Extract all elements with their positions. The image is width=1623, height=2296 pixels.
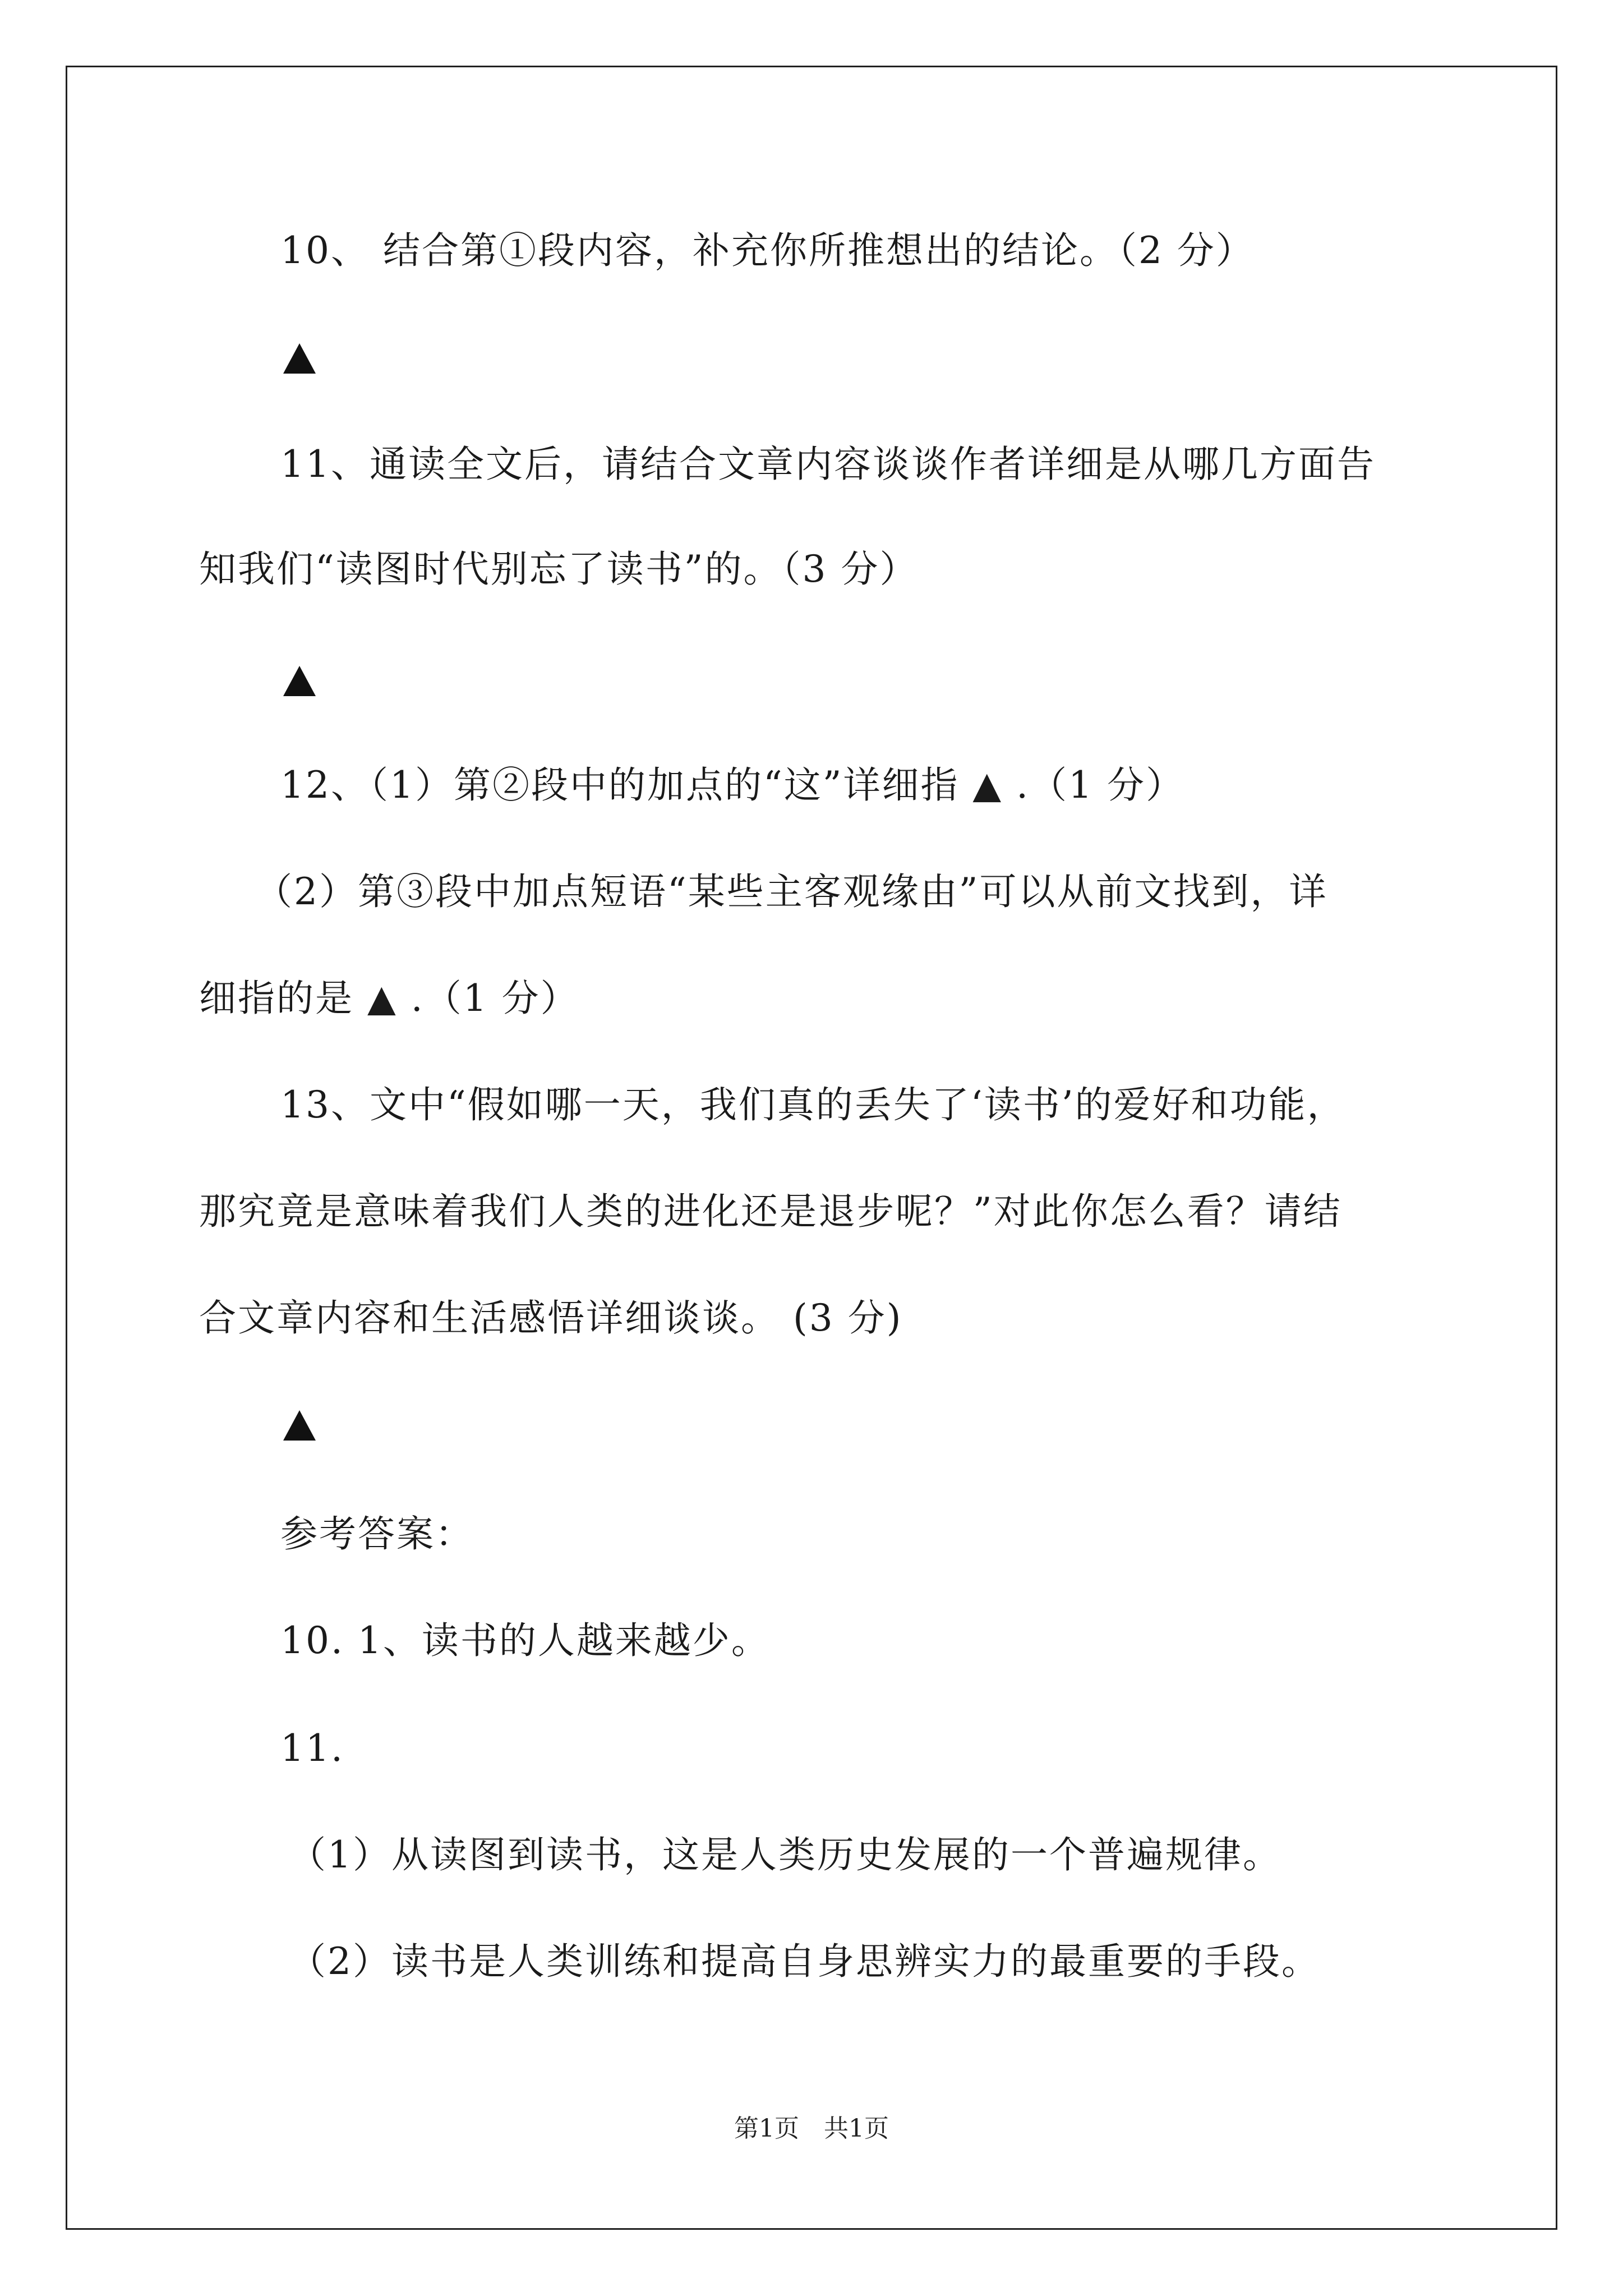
question-12-part-2-line-1: （2）第③段中加点短语“某些主客观缘由”可以从前文找到，详: [255, 870, 1328, 913]
question-11-line-1: 11、通读全文后，请结合文章内容谈谈作者详细是从哪几方面告: [280, 443, 1376, 486]
page-border: [66, 66, 1557, 2230]
question-12-part-2-line-2: 细指的是 ▲ .（1 分）: [199, 977, 579, 1020]
question-13-line-2: 那究竟是意味着我们人类的进化还是退步呢？”对此你怎么看？请结: [199, 1190, 1342, 1233]
question-13-line-1: 13、文中“假如哪一天，我们真的丢失了‘读书’的爱好和功能，: [280, 1083, 1346, 1126]
answer-11-point-1: （1）从读图到读书，这是人类历史发展的一个普遍规律。: [289, 1833, 1281, 1876]
answers-heading: 参考答案：: [280, 1512, 474, 1556]
answer-blank-triangle-icon: [282, 664, 317, 698]
page-number-footer: 第1页 共1页: [734, 2114, 889, 2143]
answer-10: 10. 1、读书的人越来越少。: [280, 1619, 770, 1662]
question-11-line-2: 知我们“读图时代别忘了读书”的。（3 分）: [199, 547, 919, 591]
question-13-line-3: 合文章内容和生活感悟详细谈谈。 (3 分): [199, 1296, 903, 1340]
answer-11-point-2: （2）读书是人类训练和提高自身思辨实力的最重要的手段。: [289, 1940, 1320, 1983]
answer-blank-triangle-icon: [282, 1408, 317, 1443]
answer-blank-triangle-icon: [282, 341, 317, 376]
question-12-part-1: 12、（1）第②段中的加点的“这”详细指 ▲ .（1 分）: [280, 763, 1185, 807]
question-10: 10、 结合第①段内容，补充你所推想出的结论。（2 分）: [280, 229, 1255, 272]
answer-11-label: 11.: [280, 1727, 344, 1770]
